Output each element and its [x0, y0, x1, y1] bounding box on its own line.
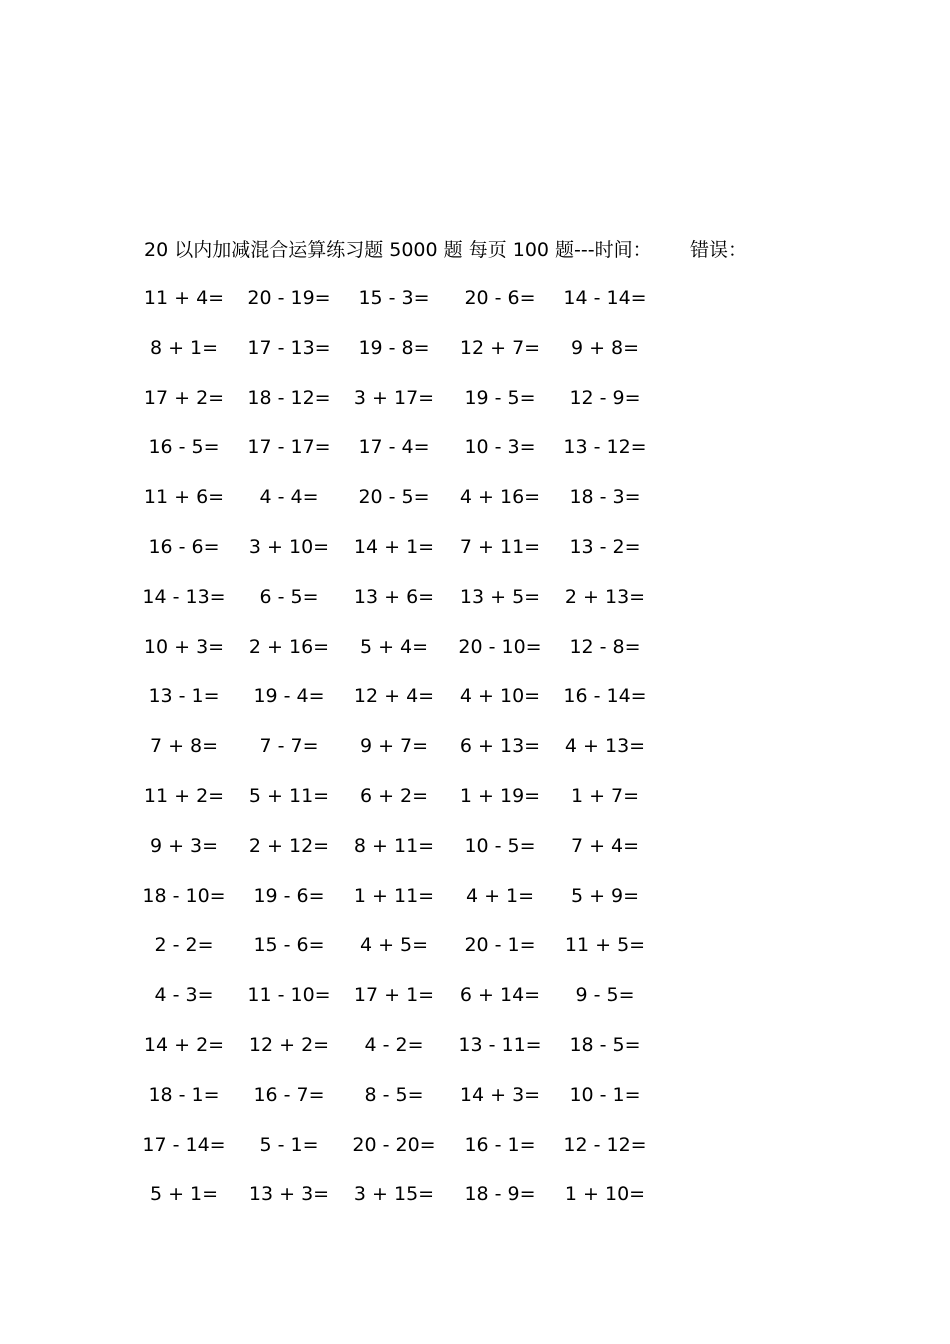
problem-item: 17 - 17= [247, 436, 331, 459]
problem-item: 6 + 2= [359, 785, 429, 807]
problem-item: 10 + 3= [143, 635, 225, 658]
problem-item: 2 + 13= [564, 585, 646, 608]
problem-item: 13 - 12= [563, 436, 647, 459]
problem-item: 10 - 5= [464, 834, 536, 857]
problem-item: 20 - 19= [247, 287, 331, 309]
problem-item: 14 + 3= [459, 1083, 541, 1106]
problem-item: 19 - 5= [464, 386, 536, 409]
problem-item: 10 - 3= [464, 436, 536, 459]
problem-item: 4 + 1= [465, 884, 535, 907]
problem-item: 6 + 13= [459, 735, 541, 758]
problem-item: 8 - 5= [364, 1083, 424, 1106]
problem-item: 12 + 2= [248, 1034, 330, 1056]
problem-item: 9 + 3= [149, 834, 219, 857]
problem-item: 3 + 17= [353, 386, 435, 409]
problem-item: 2 - 2= [154, 934, 214, 957]
problem-item: 17 - 13= [247, 336, 331, 359]
problem-item: 6 + 14= [459, 984, 541, 1007]
problem-item: 4 - 3= [154, 984, 214, 1007]
problem-item: 2 + 12= [248, 834, 330, 857]
problem-item: 3 + 10= [248, 536, 330, 558]
problem-item: 9 - 5= [575, 984, 635, 1007]
problem-item: 7 + 8= [149, 735, 219, 758]
problem-item: 11 + 4= [143, 287, 225, 309]
problem-item: 14 - 14= [563, 287, 647, 309]
problem-item: 18 - 10= [142, 884, 226, 907]
problem-item: 13 - 2= [569, 536, 641, 558]
problem-item: 1 + 19= [459, 785, 541, 807]
problem-item: 1 + 10= [564, 1183, 646, 1206]
problem-item: 12 + 4= [353, 685, 435, 708]
problem-item: 4 + 13= [564, 735, 646, 758]
problem-item: 11 + 2= [143, 785, 225, 807]
problem-item: 20 - 1= [464, 934, 536, 957]
problem-item: 13 + 6= [353, 585, 435, 608]
problem-item: 1 + 11= [353, 884, 435, 907]
problem-item: 1 + 7= [570, 785, 640, 807]
problem-item: 5 + 9= [570, 884, 640, 907]
problem-item: 11 + 6= [143, 486, 225, 509]
worksheet-header [144, 236, 748, 264]
problem-item: 5 + 4= [359, 635, 429, 658]
problem-item: 13 + 3= [248, 1183, 330, 1206]
problem-item: 4 - 4= [259, 486, 319, 509]
problem-item: 16 - 7= [253, 1083, 325, 1106]
problem-item: 16 - 6= [148, 536, 220, 558]
problem-item: 17 - 14= [142, 1133, 226, 1156]
problem-item: 13 - 1= [148, 685, 220, 708]
problem-item: 20 - 10= [458, 635, 542, 658]
problem-item: 7 + 11= [459, 536, 541, 558]
problem-item: 12 - 9= [569, 386, 641, 409]
problem-item: 5 + 1= [149, 1183, 219, 1206]
problem-item: 11 - 10= [247, 984, 331, 1007]
problem-item: 19 - 6= [253, 884, 325, 907]
problem-item: 20 - 6= [464, 287, 536, 309]
problem-item: 4 - 2= [364, 1034, 424, 1056]
problem-item: 20 - 20= [352, 1133, 436, 1156]
problem-item: 4 + 5= [359, 934, 429, 957]
problem-item: 5 + 11= [248, 785, 330, 807]
problem-item: 14 - 13= [142, 585, 226, 608]
problem-item: 14 + 2= [143, 1034, 225, 1056]
problem-item: 14 + 1= [353, 536, 435, 558]
problem-item: 9 + 8= [570, 336, 640, 359]
problem-item: 18 - 9= [464, 1183, 536, 1206]
problem-item: 13 - 11= [458, 1034, 542, 1056]
problem-item: 4 + 16= [459, 486, 541, 509]
problem-item: 20 - 5= [358, 486, 430, 509]
problem-item: 2 + 16= [248, 635, 330, 658]
problem-item: 19 - 8= [358, 336, 430, 359]
problem-item: 8 + 11= [353, 834, 435, 857]
problem-item: 10 - 1= [569, 1083, 641, 1106]
problem-item: 18 - 3= [569, 486, 641, 509]
problem-item: 7 - 7= [259, 735, 319, 758]
problem-item: 3 + 15= [353, 1183, 435, 1206]
problem-item: 17 - 4= [358, 436, 430, 459]
problem-item: 16 - 1= [464, 1133, 536, 1156]
problem-item: 18 - 5= [569, 1034, 641, 1056]
problem-item: 16 - 5= [148, 436, 220, 459]
problem-item: 16 - 14= [563, 685, 647, 708]
problem-item: 15 - 6= [253, 934, 325, 957]
problem-item: 12 + 7= [459, 336, 541, 359]
problem-item: 15 - 3= [358, 287, 430, 309]
worksheet-title: 20 以内加减混合运算练习题 5000 题 每页 100 题---时间： [144, 239, 652, 261]
errors-label: 错误： [690, 239, 748, 261]
problem-item: 7 + 4= [570, 834, 640, 857]
problem-item: 18 - 12= [247, 386, 331, 409]
problem-item: 17 + 2= [143, 386, 225, 409]
problem-item: 8 + 1= [149, 336, 219, 359]
problem-item: 18 - 1= [148, 1083, 220, 1106]
problem-item: 5 - 1= [259, 1133, 319, 1156]
problem-item: 19 - 4= [253, 685, 325, 708]
problem-item: 17 + 1= [353, 984, 435, 1007]
problem-item: 12 - 8= [569, 635, 641, 658]
problem-item: 13 + 5= [459, 585, 541, 608]
problem-item: 6 - 5= [259, 585, 319, 608]
problem-item: 11 + 5= [564, 934, 646, 957]
problem-item: 4 + 10= [459, 685, 541, 708]
problem-item: 12 - 12= [563, 1133, 647, 1156]
problem-item: 9 + 7= [359, 735, 429, 758]
